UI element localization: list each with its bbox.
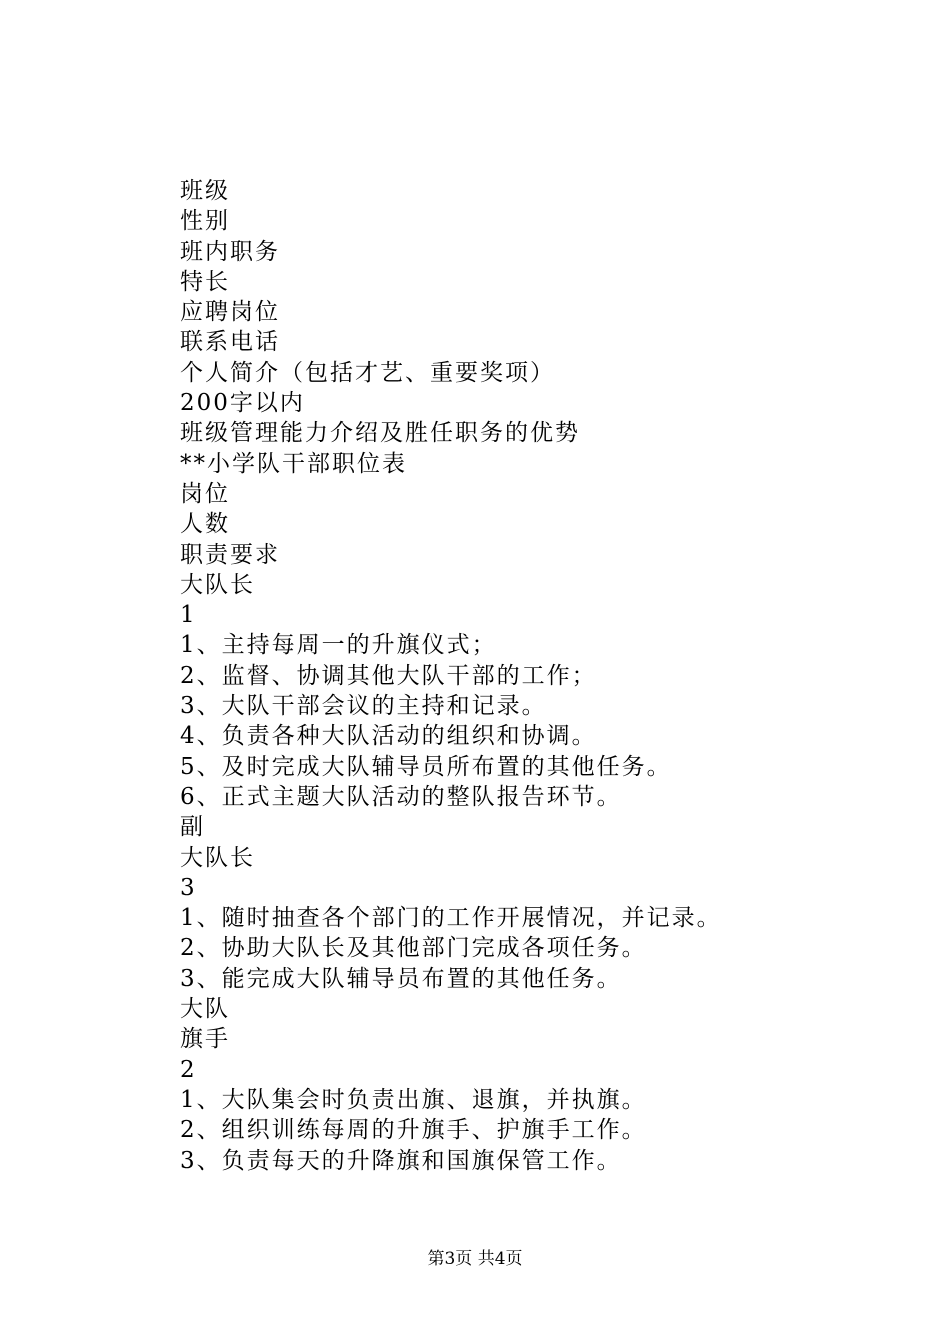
text-line: 应聘岗位 [180,299,280,326]
text-line: 个人简介（包括才艺、重要奖项） [180,359,555,386]
text-line: 2、协助大队长及其他部门完成各项任务。 [180,935,647,962]
text-line: 人数 [180,511,230,538]
text-line: 性别 [180,208,230,235]
document-body [180,176,880,1176]
text-line: 2 [180,1056,197,1083]
table-title: **小学队干部职位表 [180,450,407,477]
text-line: 1、随时抽查各个部门的工作开展情况，并记录。 [180,905,722,932]
text-line: 岗位 [180,480,230,507]
page-number: 第3页 共4页 [427,1249,523,1269]
text-line: 2、监督、协调其他大队干部的工作； [180,662,597,689]
text-line: 副 [180,814,205,841]
text-line: 6、正式主题大队活动的整队报告环节。 [180,783,622,810]
page-footer [0,1244,950,1269]
text-line: 班级 [180,178,230,204]
text-line: 班级管理能力介绍及胜任职务的优势 [180,420,580,447]
text-line: 特长 [180,268,230,295]
text-line: 1、主持每周一的升旗仪式； [180,632,497,659]
text-line: 3、能完成大队辅导员布置的其他任务。 [180,965,622,992]
text-line: 1、大队集会时负责出旗、退旗，并执旗。 [180,1086,647,1113]
text-line: 大队长 [180,844,255,871]
text-line: 3 [180,874,197,901]
text-line: 大队长 [180,571,255,598]
text-line: 班内职务 [180,238,280,265]
text-line: 大队 [180,996,230,1023]
text-line: 200字以内 [180,390,305,417]
text-line: 职责要求 [180,541,280,568]
text-line: 联系电话 [180,329,280,356]
text-line: 5、及时完成大队辅导员所布置的其他任务。 [180,753,672,780]
text-line: 3、大队干部会议的主持和记录。 [180,693,547,720]
text-line: 2、组织训练每周的升旗手、护旗手工作。 [180,1117,647,1144]
text-line: 1 [180,602,197,629]
text-line: 3、负责每天的升降旗和国旗保管工作。 [180,1147,622,1174]
text-line: 旗手 [180,1026,230,1053]
text-line: 4、负责各种大队活动的组织和协调。 [180,723,597,750]
